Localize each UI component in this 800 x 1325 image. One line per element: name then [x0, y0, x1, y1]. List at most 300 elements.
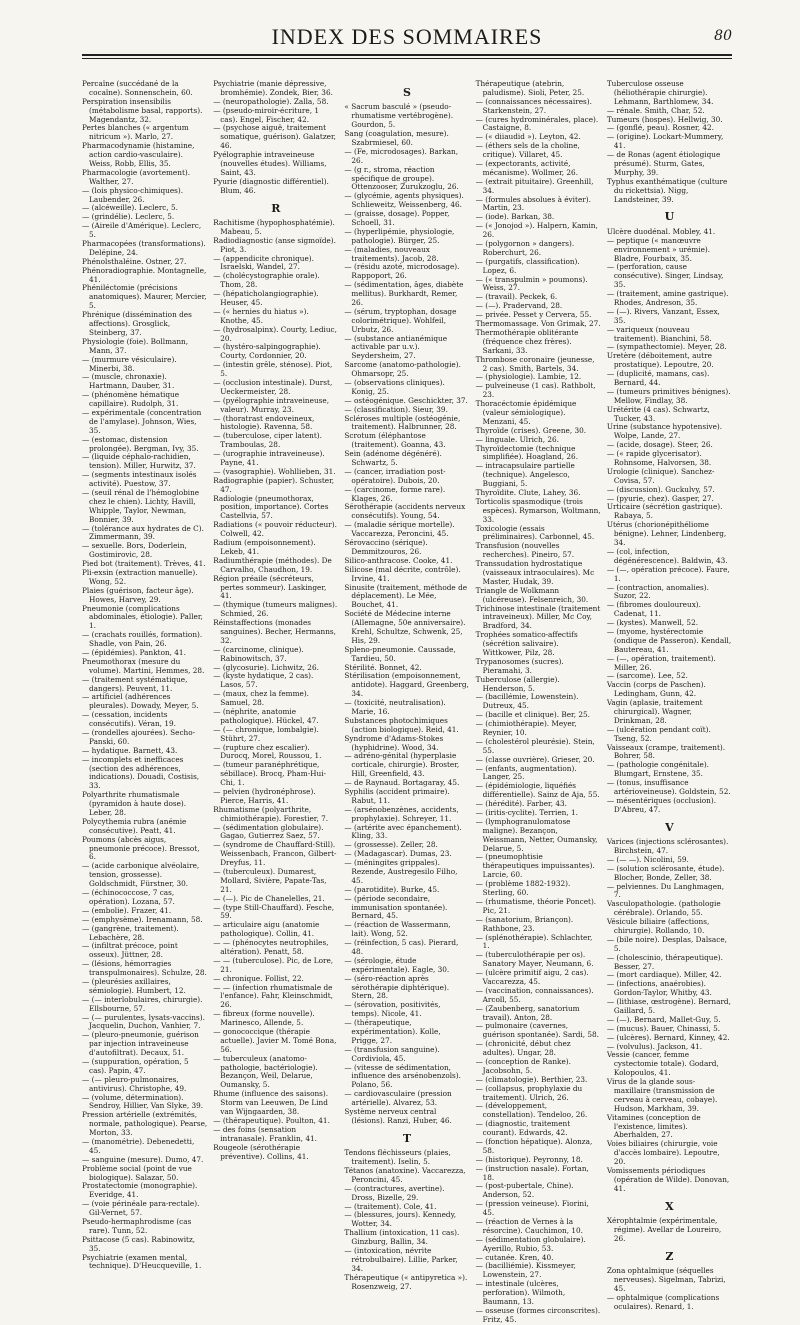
index-entry: — (cancer, irradiation post-opératoire). Dubois, 20. [344, 466, 446, 485]
index-entry: — (lois physico-chimiques). Laubender, 26. [82, 185, 184, 204]
index-entry: — (iritis-cyclite). Terrien, 1. [475, 808, 578, 818]
index-entry: — (travail). Peckek, 6. [475, 292, 558, 302]
index-entry: — (—). Pic de Chanelelles, 21. [213, 893, 325, 903]
index-entry: — pulveineuse (1 cas). Rathbolt, 23. [475, 381, 596, 400]
index-entry: Phéniléctomie (précisions anatomiques). Maurer, Mercier, 5. [82, 283, 207, 311]
index-entry: — (glycosurie). Lichwitz, 26. [213, 662, 319, 672]
index-entry: Triangle de Wolkmann (ulcéreuse). Felsenreich, 30. [475, 585, 589, 604]
index-entry: — (maladie sérique mortelle). Vaccarezza, Peroncini, 45. [344, 520, 455, 539]
index-entry: Tendons fléchisseurs (plaies, traitement). Iselin, 5. [344, 1148, 451, 1167]
section-letter: S [403, 86, 411, 99]
index-entry: — (segments intestinaux isolés activité). Puestow, 37. [82, 470, 197, 489]
index-entry: — (voie périnéale para-rectale). Gil-Vernet, 57. [82, 1199, 200, 1218]
index-entry: — (résidu azoté, microdosage). Rappoport, 26. [344, 262, 460, 281]
index-entry: — (« Jonojod »). Halpern, Kamin, 26. [475, 221, 598, 240]
index-column-4 [475, 79, 601, 1324]
index-entry: Spleno-pneumonie. Caussade, Tardieu, 50. [344, 644, 456, 663]
index-entry: — (cessation, incidents consécutifs). Véran, 19. [82, 710, 176, 729]
index-entry: Thoracéctomie épidémique (valeur sémiologique). Menzani, 45. [475, 399, 577, 426]
index-entry: — hydatique. Barnett, 43. [82, 745, 178, 755]
index-entry: Pyurie (diagnostic différentiel). Blum, 46. [213, 176, 329, 195]
index-entry: — ophtalmique (complications oculaires). Renard, 1. [606, 1292, 720, 1311]
index-entry: — (sérologie, étude expérimentale). Eagle, 30. [344, 955, 450, 974]
index-entry: Substances photochimiques (action biologique). Reid, 41. [344, 715, 459, 734]
index-entry: — (post-pubertale, Chine). Anderson, 52. [475, 1181, 574, 1200]
index-entry: — (« diiaudid »). Leyton, 42. [475, 132, 581, 142]
index-entry: — (emphysème). Irenamann, 58. [82, 914, 203, 924]
index-entry: Rougeole (sérothérapie préventive). Collins, 41. [213, 1142, 309, 1161]
index-entry: — (pneumophtisie thérapeutiques impuissantes). Larcie, 60. [475, 852, 595, 880]
index-entry: — adréno-génital (hyperplasie corticale, chirurgie). Broster, Hill, Greenfield, 43. [344, 751, 460, 779]
index-entry: — (maux, chez la femme). Samuel, 28. [213, 689, 310, 708]
index-entry: — (diagnostic, traitement courant). Edwards, 42. [475, 1119, 571, 1138]
index-entry: — (pathologie congénitale). Blumgart, Ernstene, 35. [606, 760, 709, 779]
index-entry: — (mucus). Bauer, Chinassi, 5. [606, 1023, 721, 1033]
index-entry: — (chronicité, début chez adultes). Ungar, 28. [475, 1039, 571, 1058]
index-entry: Phrénique (dissémination des affections). Grosglick, Steinberg, 37. [82, 310, 192, 337]
index-entry: — (néphrite, anatomie pathologique). Hückel, 47. [213, 706, 319, 725]
index-entry: — (urographie intraveineuse). Payne, 41. [213, 449, 325, 468]
index-entry: — (parotidite). Burke, 45. [344, 884, 440, 894]
index-entry: — (—). Bernard, Mallet-Guy, 5. [606, 1014, 721, 1024]
index-entry: Rhumatisme (polyarthrite, chimiothérapie). Forestier, 7. [213, 804, 329, 823]
index-entry: — (physiologie). Lambie, 12. [475, 372, 582, 382]
index-entry: — (vitesse de sédimentation, influence des arsénobenzols). Polano, 56. [344, 1062, 461, 1090]
index-entry: — (intestin grêle, sténose). Piot, 5. [213, 360, 333, 379]
index-entry: — (Fe, microdosages). Barkan, 26. [344, 146, 459, 165]
index-entry: — (lésions, hémorragies transpulmonaires). Schulze, 28. [82, 959, 207, 978]
index-entry: — (—, opération, traitement). Miller, 26. [606, 653, 716, 672]
index-entry: — (seuil rénal de l'hémoglobine chez le chien). Lichty, Havill, Whipple, Taylor, Newman, Bonnier, 39. [82, 487, 200, 524]
index-entry: Polyarthrite rhumatismale (pyramidon à haute dose). Leber, 28. [82, 790, 187, 818]
index-entry: — (ulcères). Bernard, Kinney, 42. [606, 1032, 730, 1042]
index-entry: Phénoradiographie. Montagnelle, 41. [82, 265, 207, 284]
index-entry: — (transfusion sanguine). Cordiviola, 45. [344, 1044, 440, 1063]
index-entry: — (mort cardiaque). Miller, 42. [606, 970, 722, 980]
index-column-1 [82, 79, 208, 1271]
index-entry: — linguale. Ulrich, 26. [475, 434, 559, 444]
index-entry: — (purgatifs, classification). Lopez, 6. [475, 256, 580, 275]
index-entry: — (hérédité). Farber, 43. [475, 799, 567, 809]
index-entry: Pyélographie intraveineuse (nouvelles études). Williams, Saint, 43. [213, 150, 327, 177]
index-entry: — (carcinome, forme rare). Klages, 26. [344, 484, 446, 503]
index-entry: Sarcome (anatomo-pathologie). Ohmarsopr, 25. [344, 360, 461, 379]
index-entry: — (psychose aiguë, traitement somatique, guérison). Galatzer, 46. [213, 123, 337, 151]
index-entry: — (contractures, avertine). Dross, Bizelle, 29. [344, 1183, 445, 1202]
index-column-2 [213, 79, 338, 1161]
index-entry: — (épidémies). Pankton, 41. [82, 648, 186, 657]
index-entry: — (épidémiologie, liquéfiés différentielle). Sainz de Aja, 55. [475, 781, 600, 800]
index-entry: — (infections, anaérobies). Gordon-Taylor, Whitby, 43. [606, 979, 712, 998]
index-entry: — (traitement, amine gastrique). Rhodes, Andreson, 35. [606, 289, 729, 307]
index-entry: — (classification). Sieur, 39. [344, 404, 448, 414]
index-entry: Polycythemia rubra (anémie consécutive). Peatt, 41. [82, 816, 187, 835]
index-entry: Transfusion (nouvelles recherches). Pineiro, 57. [475, 541, 575, 560]
index-entry: — (splénothérapie). Schlachter, 1. [475, 932, 593, 951]
index-entry: — pelvien (hydronéphrose). Pierce, Harris, 41. [213, 786, 316, 805]
index-entry: — (« hernies du hiatus »). Knothe, 45. [213, 306, 309, 325]
index-entry: Utérus (chorionépithéliome bénigne). Lehner, Lindenberg, 34. [606, 520, 727, 548]
index-entry: — (historique). Peyronny, 18. [475, 1154, 583, 1164]
index-entry: — (problème 1882-1932). Sterling, 60. [475, 879, 571, 898]
index-entry: Urologie (clinique). Sanchez-Covisa, 57. [606, 466, 715, 485]
index-entry: — (perforation, cause consécutive). Singer, Lindsay, 35. [606, 262, 724, 290]
index-entry: — (chimiothérapie). Meyer, Reynier, 10. [475, 719, 577, 738]
index-entry: Sein (adénome dégénéré). Schwartz, 5. [344, 449, 442, 468]
index-entry: — peptique (« manœuvre environnement » urémie). Bladre, Fourbaix, 35. [606, 235, 711, 263]
index-entry: — (classe ouvrière). Grieser, 20. [475, 754, 595, 764]
index-entry: — (lithiase, œstrogène). Bernard, Gaillard, 5. [606, 997, 731, 1015]
index-entry: — intestinale (ulcères, perforation). Wilmoth, Baumann, 13. [475, 1279, 566, 1307]
index-entry: — (volume, détermination). Sendroy, Hillier, Van Slyke, 39. [82, 1092, 204, 1111]
index-entry: — (méningites grippales). Rezende, Austregesilo Filho, 45. [344, 858, 458, 885]
index-entry: — (pleuro-pneumonie, guérison par injection intraveineuse d'autofiltrat). Decaux, 51. [82, 1030, 199, 1058]
index-entry: — (acide, dosage). Steer, 26. [606, 440, 713, 450]
index-entry: — (pyurie, chez). Gasper, 27. [606, 493, 714, 503]
index-entry: — (enfants, augmentation). Langer, 25. [475, 763, 577, 782]
index-entry: — — (phénocytes neutrophiles, altération). Penatt, 58. [213, 938, 329, 957]
index-entry: — (tolérance aux hydrates de C). Zimmermann, 39. [82, 523, 204, 542]
index-entry: — (cures hydrominérales, place). Castaigne, 8. [475, 114, 599, 133]
index-entry: — (appendicite chronique). Israelski, Wandel, 27. [213, 253, 314, 272]
index-entry: — ostéogénique. Geschickter, 37. [344, 395, 468, 405]
index-entry: Radiodiagnostic (anse sigmoïde). Piot, 3. [213, 235, 336, 254]
section-letter: R [271, 201, 281, 215]
index-columns [82, 79, 732, 1324]
index-entry: Rachitisme (hypophosphatémie). Mabeau, 5. [213, 217, 335, 236]
index-entry: Virus de la glande sous-maxillaire (transmission de cerveau à cerveau, cobaye). Hudson, Markham, 39. [606, 1077, 718, 1113]
index-entry: Scléroses multiple (ostéogénie, traitement). Halbrunner, 28. [344, 413, 461, 432]
index-entry: Thrombose coronaire (jeunesse, 2 cas). Smith, Bartels, 34. [475, 354, 595, 373]
index-entry: — pelviennes. Du Langhmagen, 7. [606, 881, 725, 900]
index-entry: — mésentériques (occlusion). D'Abreu, 47. [606, 795, 717, 814]
index-entry: — (cholécystographie orale). Thom, 28. [213, 271, 320, 290]
index-entry: Pneumonie (complications abdominales, étiologie). Paller, 1. [82, 603, 203, 631]
index-entry: — (« rapide glycerisator). Rohnsome, Halvorsen, 38. [606, 449, 712, 468]
index-entry: Société de Médecine interne (Allemagne, 50e anniversaire). Krehl, Schultze, Schwenk, 25, His, 29. [344, 609, 466, 645]
index-entry: — (rupture chez escalier). Durocq, Morel, Roussou, 1. [213, 742, 322, 761]
section-letter: U [664, 210, 675, 224]
index-entry: Vaccin (corps de Paschen). Ledingham, Gunn, 42. [606, 680, 706, 699]
index-entry: — (sérovation, positivités, temps). Nicole, 41. [344, 1000, 441, 1019]
index-entry: — (fonction hépatique). Alonza, 58. [475, 1136, 593, 1155]
index-entry: Phénolsthaléine. Ostner, 27. [82, 256, 187, 266]
index-entry: Vitamines (conception de l'existence, limites). Aberhalden, 27. [606, 1112, 701, 1140]
index-entry: Percaïne (succédané de la cocaïne). Sonnenschein, 60. [82, 79, 193, 97]
index-entry: — (vasographie). Wohllieben, 31. [213, 466, 336, 476]
index-entry: — (kystes). Manwell, 52. [606, 618, 699, 628]
index-entry: — (— purulentes, lysats-vaccins). Jacquelin, Duchon, Vanhier, 7. [82, 1012, 205, 1031]
index-entry: Radium (empoisonnement). Lekeb, 41. [213, 538, 316, 556]
index-entry: — sanguine (mesure). Dumo, 47. [82, 1154, 204, 1164]
index-entry: — (connaissances nécessaires). Starkenstein, 27. [475, 96, 592, 115]
index-entry: — (— —). Nicolini, 59. [606, 854, 689, 864]
index-entry: — (carcinome, clinique). Rabinowitsch, 37. [213, 644, 304, 663]
index-entry: — (thérapeutique, expérimentation). Kolle, Prigge, 27. [344, 1018, 441, 1045]
index-entry: Psittacose (5 cas). Rabinowitz, 35. [82, 1234, 196, 1253]
index-entry: — (tumeur paranéphrétique, sébillace). Brocq, Pham-Hui-Chi, 1. [213, 760, 327, 788]
index-entry: Pharmacodynamie (histamine, action cardio-vasculaire). Weiss, Robb, Ellis, 35. [82, 141, 195, 169]
index-entry: — osseuse (formes circonscrites). Fritz, 45. [475, 1305, 601, 1324]
index-entry: Thérapeutique (atebrin, paludisme). Sioli, Peter, 25. [475, 79, 585, 97]
index-entry: Pertes blanches (« argentum nitricum »). Marlo, 27. [82, 123, 189, 142]
index-entry: — (éthers sels de la choline, critique). Villaret, 45. [475, 141, 580, 160]
index-entry: Pied bot (traitement). Trèves, 41. [82, 559, 206, 569]
page-header [82, 22, 732, 58]
index-entry: Toxicologie (essais préliminaires). Carbonnel, 45. [475, 523, 595, 542]
index-entry: — (duplicité, mamans, cas). Bernard, 44. [606, 369, 710, 388]
index-entry: — (fibromes douloureux). Cadenat, 11. [606, 600, 701, 619]
index-entry: Trichinose intestinale (traitement intraveineux). Miller, Mc Coy, Bradford, 34. [475, 603, 601, 631]
index-entry: — (—). Pradervand, 28. [475, 301, 563, 311]
index-entry: — (kyste hydatique, 2 cas). Lasos, 57. [213, 671, 314, 690]
index-entry: Sérovaccino (sérique). Demmitzouros, 26. [344, 538, 428, 556]
index-entry: Transsudation hydrostatique (vaisseaux intraoculaires). Mc Master, Hudak, 39. [475, 559, 595, 586]
index-entry: — (sympathectomie). Meyer, 28. [606, 342, 727, 352]
index-entry: — chronique. Follist, 22. [213, 973, 304, 983]
index-entry: — (réaction de Vernes à la résorcine). Cauchimon, 10. [475, 1217, 583, 1235]
index-entry: — (conception de Ranke). Jacobsohn, 5. [475, 1056, 571, 1075]
index-entry: Pharmacologie (avortement). Walther, 27. [82, 167, 191, 186]
index-entry: — (grindélie). Leclerc, 5. [82, 212, 175, 222]
index-entry: Urétérite (4 cas). Schwartz, Tucker, 43. [606, 404, 710, 423]
index-entry: — (—, opération précoce). Faure, 1. [606, 564, 730, 583]
index-entry: — (glycémie, agents physiques). Schlieweitz, Weissenberg, 46. [344, 191, 464, 210]
index-entry: — (période secondaire, immunisation spontanée). Bernard, 45. [344, 893, 448, 921]
section-letter: Z [665, 1249, 674, 1263]
index-entry: Radiumthérapie (méthodes). De Carvalho, Chaudhon, 19. [213, 555, 332, 574]
index-entry: — (réinfection, 5 cas). Pierard, 48. [344, 938, 459, 957]
index-entry: — (rhumatisme, théorie Poncet). Pic, 21. [475, 896, 597, 915]
index-entry: — (alcéweille). Leclerc, 5. [82, 203, 178, 213]
index-entry: — sexuelle. Bors, Doderlein, Gostimirovic, 28. [82, 541, 187, 560]
index-entry: Radiologie (pneumothorax, position, importance). Cortes Castellvia, 57. [213, 493, 329, 521]
index-entry: — (— pleuro-pulmonaires, antivirus). Christophe, 49. [82, 1074, 187, 1093]
index-entry: — (— interlobulaires, chirurgie). Ellsbourne, 57. [82, 994, 203, 1013]
index-entry: — (ulcère primitif aigu, 2 cas). Vaccarezza, 45. [475, 968, 589, 986]
index-entry: — (traitement). Cole, 41. [344, 1201, 437, 1211]
index-entry: Urticaire (sécrétion gastrique). Rabaya, 5. [606, 502, 723, 521]
section-letter: T [402, 1131, 412, 1145]
index-entry: — (intoxication, névrite rétrobulbaire). Lillie, Parker, 34. [344, 1246, 458, 1273]
index-entry: Thermomassage. Von Grimak, 27. [475, 319, 601, 329]
index-entry: — (liquide céphalo-rachidien, tension). Miller, Hurwitz, 37. [82, 452, 196, 471]
index-entry: — intracapsulaire partielle (technique). Angelesco, Buggiani, 5. [475, 461, 575, 489]
index-entry: Trypanosomes (sucres). Pieramahi, 3. [475, 656, 564, 675]
index-entry: Vasculopathologie. (pathologie cérébrale). Orlando, 55. [606, 899, 721, 918]
index-entry: Scrotum (éléphantose (traitement). Goanna, 43. [344, 431, 446, 450]
index-entry: Prostatectomie (monographie). Everidge, 41. [82, 1181, 198, 1200]
index-entry: — (graisse, dosage). Popper, Schoell, 31. [344, 209, 450, 227]
index-entry: — (col, infection, dégénérescence). Baldwin, 43. [606, 546, 728, 565]
index-entry: — (grossesse). Zeller, 28. [344, 840, 438, 850]
index-entry: — (bacillémie, Lowenstein). Dutreux, 45. [475, 692, 579, 711]
index-entry: — gonococcique (thérapie actuelle). Javier M. Tomé Bona, 56. [213, 1027, 337, 1054]
header-rule-thick [82, 54, 732, 56]
index-entry: Tétanos (anatoxine). Vaccarezza, Peroncini, 45. [344, 1166, 466, 1184]
index-entry: — (bile noire). Desplas, Dalsace, 5. [606, 934, 727, 953]
index-entry: — (artérite avec épanchement). Kling, 33. [344, 822, 462, 841]
index-entry: Syphilis (accident primaire). Rabut, 11. [344, 786, 450, 805]
index-entry: — (bacille et clinique). Ber, 25. [475, 710, 590, 720]
index-entry: — variqueux (nouveau traitement). Bianchini, 58. [606, 324, 712, 343]
index-entry: — (hystéro-salpingographie). Courty, Cordonnier, 20. [213, 342, 321, 361]
section-letter: V [665, 820, 674, 834]
index-entry: — (séro-réaction après sérothérapie diphtérique). Stern, 28. [344, 973, 450, 1001]
index-entry: Pseudo-hermaphrodisme (cas rare). Tunn, 52. [82, 1217, 192, 1235]
index-entry: — (lymphogranulomatose maligne). Bezançon, Weissmann, Netter, Oumansky, Delarue, 5. [475, 816, 598, 853]
section-letter: X [665, 1199, 674, 1213]
index-entry: — (volvulus). Jackson, 41. [606, 1041, 703, 1051]
index-entry: — (cholescinio, thérapeutique). Besser, 27. [606, 952, 723, 971]
index-entry: — privée. Pesset y Cervera, 55. [475, 310, 592, 320]
index-entry: Silicose (mal décrite, contrôle). Irvine, 41. [344, 564, 461, 583]
index-entry: Ulcère duodénal. Mobley, 41. [606, 226, 716, 236]
index-entry: — (expectorants, activité, mécanisme). Wollmer, 26. [475, 159, 579, 177]
index-entry: — cardiovasculaire (pression artérielle). Alvarez, 53. [344, 1089, 452, 1108]
index-entry: — (suppuration, opération, 5 cas). Papin, 47. [82, 1056, 189, 1075]
index-entry: — (gangrène, traitement). Lebachère, 28. [82, 923, 179, 942]
index-entry: Psychiatrie (manie dépressive, bromhémie). Zondek, Bier, 36. [213, 79, 333, 97]
index-entry: — (hydrosalpinx). Courty, Lediuc, 20. [213, 324, 337, 343]
index-entry: — (tonus, insuffisance artérioveineuse). Goldstein, 52. [606, 778, 731, 796]
index-entry: — (phénomène hématique capillaire). Rudolph, 31. [82, 390, 180, 409]
index-entry: — (crachats rouillés, formation). Shadle, von Pain, 26. [82, 630, 203, 649]
index-entry: — (tumeurs primitives bénignes). Mellow, Findlay, 38. [606, 386, 731, 405]
index-entry: — (« transpulmin » poumons). Weiss, 27. [475, 274, 588, 293]
index-entry: — (Zaubenberg, sanatorium travail). Anton, 28. [475, 1003, 580, 1022]
index-entry: — rénale. Smith, Char, 52. [606, 105, 705, 115]
index-entry: — (extrait pituitaire). Greenhill, 34. [475, 176, 594, 195]
index-entry: — (thoratrast endoveineux, histologie). Ravenna, 58. [213, 413, 315, 432]
index-entry: — de Raynaud. Bortagaray, 45. [344, 778, 460, 788]
index-entry: Psychiatrie (examen mental, technique). D'Heucqueville, 1. [82, 1252, 202, 1271]
index-entry: Stérilisation (empoisonnement, antidote). Haggard, Greenberg, 34. [344, 671, 469, 699]
index-entry: Typhus exanthématique (culture du rickettsia). Nigg, Landsteiner, 39. [606, 176, 728, 204]
index-entry: — (contraction, anomalies). Suzor, 22. [606, 582, 709, 601]
index-entry: — (bacilliémie). Kissmeyer, Lowenstein, 27. [475, 1261, 576, 1280]
index-entry: — (hépaticholangiographie). Heuser, 45. [213, 289, 319, 307]
index-entry: — (traitement systématique, dangers). Peuvent, 11. [82, 674, 188, 693]
index-entry: — (hyperlipémie, physiologie, pathologie). Bürger, 25. [344, 226, 455, 245]
index-entry: Plaies (guérison, facteur âge). Howes, Harvey, 29. [82, 585, 194, 604]
index-entry: — (iode). Barkan, 38. [475, 212, 555, 222]
index-entry: — (infiltrat précoce, point osseux). Jüttner, 28. [82, 941, 178, 960]
index-entry: — de Ronas (agent étiologique présumé). Sturm, Gates, Murphy, 39. [606, 150, 721, 177]
index-entry: Tuberculose (allergie). Henderson, 5. [475, 674, 560, 693]
index-entry: — (Madagascar). Dumas, 23. [344, 849, 452, 859]
index-entry: — (collapsus, prophylaxie du traitement). Ulrich, 26. [475, 1083, 583, 1102]
index-column-3 [344, 80, 469, 1291]
index-entry: — artificiel (adhérences pleurales). Dowady, Meyer, 5. [82, 692, 199, 711]
index-entry: — (myome, hystérectomie (ondique de Passeron). Kendall, Bautereau, 41. [606, 626, 732, 654]
index-entry: — (gonflé, peau). Rosner, 42. [606, 123, 714, 133]
index-entry: — (observations cliniques). Konig, 25. [344, 378, 445, 396]
index-entry: — (polygornon » dangers). Roberchurt, 26. [475, 239, 575, 257]
index-entry: Radiographie (papier). Schuster, 47. [213, 475, 335, 494]
index-entry: — (réaction de Wassermann, lait). Wong, 52. [344, 920, 451, 939]
index-entry: Syndrome d'Adams-Stokes (hyphidrine). Wood, 34. [344, 733, 444, 752]
index-entry: — (échinococcose, 7 cas, opération). Lozana, 57. [82, 888, 175, 906]
index-entry: — (développement, constellation). Tendeloo, 26. [475, 1101, 588, 1120]
page-title: INDEX DES SOMMAIRES [271, 24, 543, 49]
index-entry: Réinstaffections (monades sanguines). Becher, Hermanns, 32. [213, 618, 336, 645]
index-entry: Vaisseaux (crampe, traitement). Bohrer, 58. [606, 742, 726, 761]
index-entry: Pneumothorax (mesure du volume). Martini, Hemmes, 28. [82, 656, 205, 675]
index-entry: — (vaccination, connaissances). Arcoll, 55. [475, 985, 594, 1004]
index-entry: — (Aireile d'Amérique). Leclerc, 5. [82, 221, 202, 240]
index-entry: — (embolie). Frazer, 41. [82, 905, 172, 915]
index-entry: — (sédimentation globulaire). Gagao, Gutierrez Saez, 57. [213, 822, 324, 841]
index-entry: — expérimentale (concentration de l'amylase). Johnson, Wies, 35. [82, 407, 202, 435]
index-entry: Pression artérielle (extrémités, normale, pathologique). Pearse, Morton, 33. [82, 1110, 208, 1138]
index-entry: Thérapeutique (« antipyretica »). Rosenzweig, 27. [344, 1272, 468, 1291]
index-entry: — (sanatorium, Briançon). Rathbone, 23. [475, 914, 574, 933]
index-entry: Vésicule biliaire (affections, chirurgie). Rollando, 10. [606, 917, 710, 935]
index-entry: Stérilité. Bonnet, 42. [344, 662, 422, 672]
index-entry: — (sédimentation, âges, diabète mellitus). Burkhardt, Remer, 26. [344, 280, 464, 307]
index-entry: — — (infection rhumatismale de l'enfance). Fahr, Kleinschmidt, 26. [213, 982, 333, 1010]
index-entry: Sinusite (traitement, méthode de déplacement). Le Mée, Bouchet, 41. [344, 582, 468, 610]
index-entry: — (pyélographie intraveineuse, valeur). Murray, 23. [213, 395, 330, 414]
index-entry: Radiations (« pouvoir réducteur). Colwell, 42. [213, 520, 337, 539]
index-entry: Problème social (point de vue biologique). Salazar, 50. [82, 1163, 192, 1182]
index-entry: — (tuberculothérapie per os). Sanatory Mayer, Neumann, 6. [475, 950, 594, 969]
index-entry: Vomissements périodiques (opération de Wilde). Donovan, 41. [606, 1166, 730, 1193]
index-entry: — (— chronique, lombalgie). Stührt, 27. [213, 724, 319, 743]
index-entry: — (instruction nasale). Fortan, 18. [475, 1163, 589, 1182]
index-entry: Tumeurs (hospes). Hellwig, 30. [606, 114, 723, 124]
index-entry: — articulaire aigu (anatomie pathologique). Collin, 41. [213, 920, 320, 939]
index-entry: — tuberculeux (anatomo-pathologie, bactériologie). Bezançon, Weil, Delarue, Oumansky, 5. [213, 1053, 318, 1090]
index-entry: — (g r., stroma, réaction spécifique de groupe). Ottenzooser, Zurukzoglu, 26. [344, 164, 459, 192]
index-entry: — (thymique (tumeurs malignes). Schmied, 26. [213, 600, 338, 619]
index-entry: — (rondelles ajourées). Secho-Panski, 60. [82, 728, 196, 746]
index-entry: Perspiration insensibilis (métabolisme basal, rapports). Magendantz, 32. [82, 96, 203, 124]
index-entry: « Sacrum basculé » (pseudo-rhumatisme vertébrogène). Gourdon, 5. [344, 102, 454, 130]
index-entry: — (pression veineuse). Fiorini, 45. [475, 1199, 589, 1218]
index-entry: — pulmonaire (cavernes, guérison spontanée). Sardi, 58. [475, 1021, 599, 1040]
index-entry: Thyroïdectomie (technique simplifiée). Hoagland, 26. [475, 443, 579, 462]
index-entry: — (acide carbonique alvéolaire, tension, grossesse). Goldschmidt, Fürstner, 30. [82, 861, 200, 889]
index-entry: — (cholestérol pleurésie). Stein, 55. [475, 736, 595, 755]
index-entry: — (maladies, nouveaux traitements). Jacob, 28. [344, 244, 439, 263]
index-entry: Uretère (déboitement, autre prostatique). Lepoutre, 20. [606, 351, 714, 370]
index-entry: Voies biliaires (chirurgie, voie d'accès lombaire). Lepoutre, 20. [606, 1139, 720, 1167]
index-entry: — (toxicité, neutralisation). Marie, 16. [344, 698, 446, 716]
index-entry: — (thérapeutique). Poulton, 41. [213, 1115, 330, 1125]
index-entry: — (ulcération pendant coït). Tseng, 52. [606, 724, 711, 743]
index-entry: — (sérum, tryptophan, dosage colorimétrique). Wohlfeil, Urbutz, 26. [344, 306, 457, 334]
index-entry: — fibreux (forme nouvelle). Marinesco, Allende, 5. [213, 1009, 315, 1028]
index-entry: Pli-exsin (extraction manuelle). Wong, 52. [82, 567, 198, 586]
index-entry: Xérophtalmie (expérimentale, régime). Avellar de Loureiro, 26. [606, 1216, 722, 1243]
index-entry: — (formules absolues à éviter). Martin, 23. [475, 194, 591, 213]
index-entry: — — (tuberculose). Pic, de Lore, 21. [213, 955, 334, 974]
index-entry: — (arsénobenzènes, accidents, prophylaxie). Schreyer, 11. [344, 804, 459, 823]
index-entry: Thyroïde (crises). Greene, 30. [475, 425, 587, 435]
index-entry: — (occlusion intestinale). Durst, Ueckermeister, 28. [213, 378, 333, 396]
index-entry: Pharmacopées (transformations). Delépine, 24. [82, 239, 206, 257]
index-entry: — des foins (sensation intranasale). Franklin, 41. [213, 1124, 317, 1143]
index-entry: — (syndrome de Chauffard-Still). Weissenbach, Francon, Gilbert-Dreyfus, 11. [213, 840, 337, 868]
index-entry: Zona ophtalmique (séquelles nerveuses). Sigelman, Tabrizi, 45. [606, 1266, 726, 1293]
index-entry: — (discussion). Guckulvy, 57. [606, 484, 715, 494]
index-entry: — (murmure vésiculaire). Minerbi, 38. [82, 354, 177, 373]
index-entry: Vagin (aplasie, traitement chirurgical). Wagner, Drinkman, 28. [606, 698, 703, 725]
index-entry: — incomplets et inefficaces (section des adhérences, indications). Douadi, Costisis, 33. [82, 754, 200, 791]
index-entry: — (muscle, chronaxie). Hartmann, Dauber, 31. [82, 372, 175, 391]
